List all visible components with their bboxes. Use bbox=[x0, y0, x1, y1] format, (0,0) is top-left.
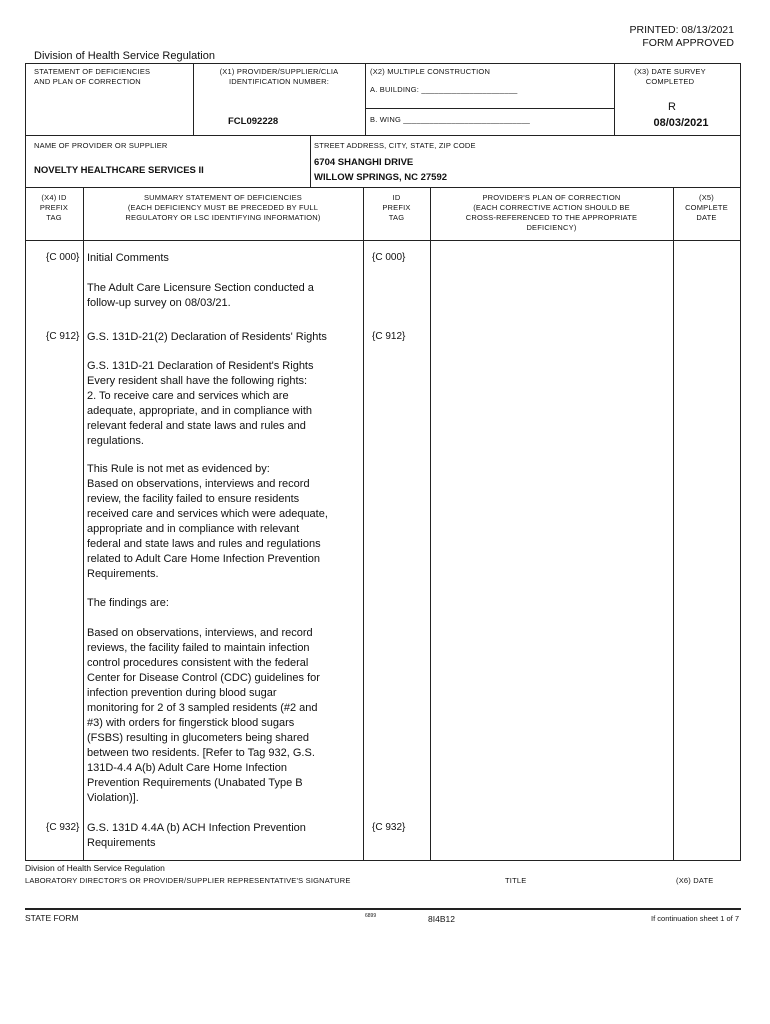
street-line1: 6704 SHANGHI DRIVE bbox=[314, 157, 414, 168]
rule bbox=[83, 187, 84, 861]
rule bbox=[25, 240, 741, 241]
x3-revisit: R bbox=[668, 101, 676, 113]
entry-id-tag: {C 000} bbox=[372, 252, 406, 263]
col-x4-header: (X4) ID PREFIX TAG bbox=[39, 193, 69, 222]
rule bbox=[25, 63, 741, 64]
entry-id-tag: {C 932} bbox=[372, 822, 406, 833]
print-info bbox=[630, 24, 734, 50]
entry-title: G.S. 131D 4.4A (b) ACH Infection Prevention Requirements bbox=[87, 822, 306, 849]
entry-tag: {C 932} bbox=[46, 822, 80, 833]
x1-value: FCL092228 bbox=[228, 116, 279, 127]
rule bbox=[25, 135, 741, 136]
x3-label: (X3) DATE SURVEY COMPLETED bbox=[634, 67, 706, 86]
street-line2: WILLOW SPRINGS, NC 27592 bbox=[314, 172, 448, 183]
entry-title: Initial Comments bbox=[87, 252, 169, 264]
rule bbox=[25, 860, 741, 861]
rule bbox=[363, 187, 364, 861]
form-number: 6899 bbox=[365, 913, 377, 919]
rule bbox=[25, 63, 26, 861]
printed-date: PRINTED: 08/13/2021 bbox=[629, 24, 734, 36]
street-label: STREET ADDRESS, CITY, STATE, ZIP CODE bbox=[314, 141, 476, 150]
col-id-header: ID PREFIX TAG bbox=[382, 193, 411, 222]
entry-tag: {C 000} bbox=[46, 252, 80, 263]
entry-paragraph: Based on observations, interviews, and record reviews, the facility failed to maintain infection control procedures consistent with the federal Center for Disease Control (CDC) guidelines for infection prevention during blood sugar monitoring for 2 of 3 sampled residents (#2 and #3) with orders for fingerstick blood sugars (FSBS) resulting in glucometers being shared between two residents. [Refer to Tag 932, G.S. 131D-4.4 A(b) Adult Care Home Infection Prevention Requirements (Unabated Type B Violation)]. bbox=[87, 627, 320, 804]
rule bbox=[365, 63, 366, 135]
entry-tag: {C 912} bbox=[46, 331, 80, 342]
wing-label: B. WING _____________________________ bbox=[370, 115, 531, 124]
footer-rule bbox=[25, 908, 741, 910]
footer-division: Division of Health Service Regulation bbox=[25, 863, 165, 873]
title-label: TITLE bbox=[505, 876, 527, 885]
rule bbox=[740, 63, 741, 861]
entry-title: G.S. 131D-21(2) Declaration of Residents' Rights bbox=[87, 331, 327, 343]
rule bbox=[430, 187, 431, 861]
col-plan-header: PROVIDER'S PLAN OF CORRECTION (EACH CORRECTIVE ACTION SHOULD BE CROSS-REFERENCED TO THE APPROPRIATE DEFICIENCY) bbox=[465, 193, 638, 232]
entry-paragraph: G.S. 131D-21 Declaration of Resident's Rights Every resident shall have the following rights: 2. To receive care and services which are adequate, appropriate, and in compliance with relevant federal and state laws and rules and regulations. bbox=[87, 360, 314, 447]
col-x5-header: (X5) COMPLETE DATE bbox=[685, 193, 728, 222]
state-form: STATE FORM bbox=[25, 913, 79, 923]
signature-label: LABORATORY DIRECTOR'S OR PROVIDER/SUPPLIER REPRESENTATIVE'S SIGNATURE bbox=[25, 876, 351, 885]
entry-paragraph: The findings are: bbox=[87, 597, 169, 609]
statement-label: STATEMENT OF DEFICIENCIES AND PLAN OF CORRECTION bbox=[34, 67, 151, 86]
building-label: A. BUILDING: ______________________ bbox=[370, 85, 518, 94]
rule bbox=[310, 135, 311, 187]
x3-date: 08/03/2021 bbox=[653, 117, 709, 129]
event-id: 8I4B12 bbox=[428, 914, 455, 924]
rule bbox=[25, 187, 741, 188]
col-summary-header: SUMMARY STATEMENT OF DEFICIENCIES (EACH DEFICIENCY MUST BE PRECEDED BY FULL REGULATORY OR LSC IDENTIFYING INFORMATION) bbox=[125, 193, 321, 222]
entry-id-tag: {C 912} bbox=[372, 331, 406, 342]
entry-paragraph: The Adult Care Licensure Section conducted a follow-up survey on 08/03/21. bbox=[87, 282, 314, 309]
provider-name: NOVELTY HEALTHCARE SERVICES II bbox=[34, 165, 204, 176]
date-label: (X6) DATE bbox=[676, 876, 714, 885]
form-approved: FORM APPROVED bbox=[642, 37, 734, 49]
x2-label: (X2) MULTIPLE CONSTRUCTION bbox=[370, 67, 491, 76]
entry-paragraph: This Rule is not met as evidenced by: Based on observations, interviews and record review, the facility failed to ensure residents received care and services which were adequate, appropriate and in compliance with relevant federal and state laws and rules and regulations related to Adult Care Home Infection Prevention Requirements. bbox=[87, 463, 328, 580]
x1-label: (X1) PROVIDER/SUPPLIER/CLIA IDENTIFICATION NUMBER: bbox=[219, 67, 339, 86]
rule bbox=[365, 108, 614, 109]
division-title: Division of Health Service Regulation bbox=[34, 50, 215, 62]
rule bbox=[673, 187, 674, 861]
continuation-sheet: If continuation sheet 1 of 7 bbox=[651, 914, 739, 923]
provider-label: NAME OF PROVIDER OR SUPPLIER bbox=[34, 141, 168, 150]
